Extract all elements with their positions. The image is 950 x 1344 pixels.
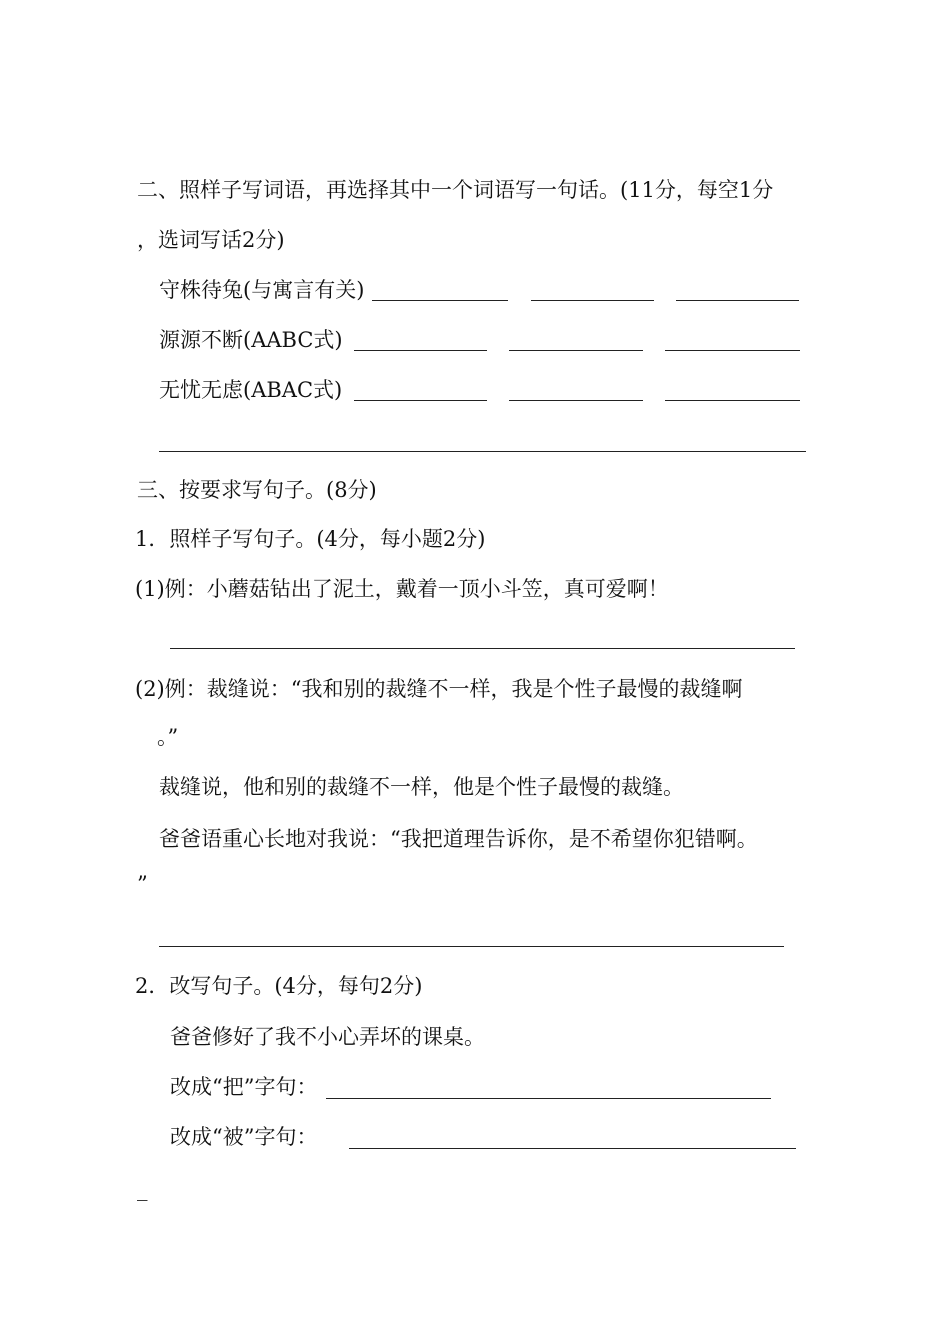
word-row1-blank2[interactable]: [531, 300, 654, 301]
q1-task-line1: 爸爸语重心长地对我说：“我把道理告诉你，是不希望你犯错啊。: [159, 827, 758, 851]
q1-example2-line1: (2)例：裁缝说：“我和别的裁缝不一样，我是个性子最慢的裁缝啊: [135, 677, 743, 701]
q1-task-line2: ”: [137, 872, 148, 896]
word-row2-blank3[interactable]: [665, 350, 800, 351]
q1-title: 1．照样子写句子。(4分，每小题2分): [135, 527, 486, 551]
q2-sentence: 爸爸修好了我不小心弄坏的课桌。: [170, 1025, 485, 1049]
word-row3-blank1[interactable]: [354, 400, 487, 401]
word-row3-blank2[interactable]: [509, 400, 643, 401]
q1-task-answer-blank[interactable]: [159, 946, 784, 947]
word-row2-blank2[interactable]: [509, 350, 643, 351]
q1-example1: (1)例：小蘑菇钻出了泥土，戴着一顶小斗笠，真可爱啊！: [135, 577, 669, 601]
q2-title: 2．改写句子。(4分，每句2分): [135, 974, 423, 998]
section3-heading: 三、按要求写句子。(8分): [137, 478, 377, 502]
q2-ba-label: 改成“把”字句：: [170, 1075, 318, 1099]
q1-example2-line2: 。”: [157, 725, 179, 749]
word-row1-blank1[interactable]: [372, 300, 508, 301]
word-row1-label: 守株待兔(与寓言有关): [159, 278, 365, 302]
word-row3-label: 无忧无虑(ABAC式): [159, 378, 343, 402]
word-row3-blank3[interactable]: [665, 400, 800, 401]
word-row2-blank1[interactable]: [354, 350, 487, 351]
section2-heading-line2: ，选词写话2分): [137, 228, 285, 252]
q1-example2-answer: 裁缝说，他和别的裁缝不一样，他是个性子最慢的裁缝。: [159, 775, 684, 799]
q2-ba-answer-blank[interactable]: [326, 1098, 771, 1099]
q2-bei-label: 改成“被”字句：: [170, 1125, 318, 1149]
trailing-underscore: _: [137, 1177, 148, 1201]
q2-bei-answer-blank[interactable]: [349, 1148, 796, 1149]
word-row1-blank3[interactable]: [676, 300, 799, 301]
word-row2-label: 源源不断(AABC式): [159, 328, 343, 352]
sentence-writing-blank[interactable]: [159, 451, 806, 452]
section2-heading-line1: 二、照样子写词语，再选择其中一个词语写一句话。(11分，每空1分: [137, 178, 774, 202]
q1-example1-answer-blank[interactable]: [170, 648, 795, 649]
